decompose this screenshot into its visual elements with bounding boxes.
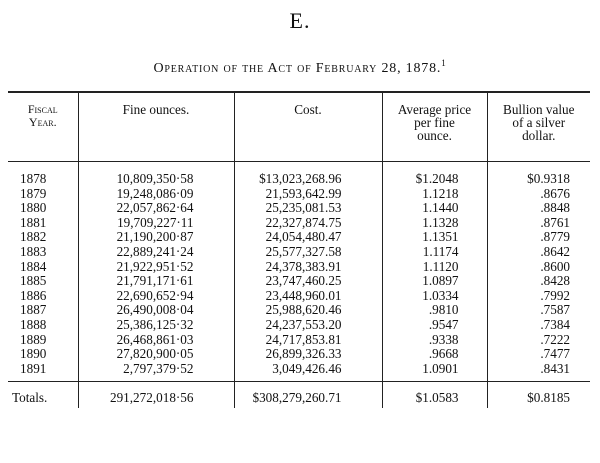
- cost-cell: 25,577,327.58: [234, 245, 382, 260]
- fiscal-year-cell: 1889: [20, 331, 47, 347]
- bullion-value-cell: .8431: [487, 362, 590, 382]
- fine-ounces-cell: 26,490,008·04: [78, 303, 234, 318]
- fine-ounces-cell: 19,248,086·09: [78, 187, 234, 202]
- table-body: [8, 162, 590, 382]
- average-price-cell: .9668: [382, 347, 487, 362]
- bullion-value-cell: .8761: [487, 216, 590, 231]
- fine-ounces-cell: 21,190,200·87: [78, 230, 234, 245]
- average-price-cell: 1.1440: [382, 201, 487, 216]
- fine-ounces-cell: 22,690,652·94: [78, 289, 234, 304]
- header-line: per fine: [414, 115, 455, 130]
- totals-bullion-value-cell: $0.8185: [487, 382, 590, 409]
- footnote-mark: 1: [441, 58, 447, 68]
- table-row: [8, 333, 590, 348]
- fiscal-year-cell: 1890: [20, 346, 47, 362]
- average-price-cell: .9338: [382, 333, 487, 348]
- column-header-average-price: [382, 92, 487, 162]
- average-price-cell: .9547: [382, 318, 487, 333]
- table-row: [8, 347, 590, 362]
- header-line: Average price: [397, 102, 472, 117]
- table-row: [8, 303, 590, 318]
- cost-cell: $13,023,268.96: [234, 162, 382, 187]
- cost-cell: 3,049,426.46: [234, 362, 382, 382]
- fiscal-year-cell: 1887: [20, 302, 47, 318]
- bullion-value-cell: .8848: [487, 201, 590, 216]
- totals-average-price-cell: $1.0583: [382, 382, 487, 409]
- table-caption: [0, 58, 600, 77]
- fine-ounces-cell: 21,791,171·61: [78, 274, 234, 289]
- bullion-value-cell: .8600: [487, 260, 590, 275]
- table-row: [8, 245, 590, 260]
- cost-cell: 24,717,853.81: [234, 333, 382, 348]
- table-row: [8, 230, 590, 245]
- table-row: [8, 318, 590, 333]
- caption-text: Operation of the Act of February 28, 1878.: [153, 61, 442, 76]
- table-row: [8, 362, 590, 382]
- fine-ounces-cell: 19,709,227·11: [78, 216, 234, 231]
- bullion-value-cell: .8676: [487, 187, 590, 202]
- fine-ounces-cell: 22,889,241·24: [78, 245, 234, 260]
- cost-cell: 23,747,460.25: [234, 274, 382, 289]
- bullion-value-cell: .7992: [487, 289, 590, 304]
- cost-cell: 21,593,642.99: [234, 187, 382, 202]
- header-line: of a silver: [512, 115, 566, 130]
- average-price-cell: 1.1120: [382, 260, 487, 275]
- cost-cell: 25,988,620.46: [234, 303, 382, 318]
- cost-cell: 24,054,480.47: [234, 230, 382, 245]
- bullion-value-cell: .8428: [487, 274, 590, 289]
- table-row: [8, 289, 590, 304]
- fine-ounces-cell: 21,922,951·52: [78, 260, 234, 275]
- average-price-cell: .9810: [382, 303, 487, 318]
- average-price-cell: 1.1174: [382, 245, 487, 260]
- cost-cell: 26,899,326.33: [234, 347, 382, 362]
- bullion-value-cell: .7587: [487, 303, 590, 318]
- fine-ounces-cell: 27,820,900·05: [78, 347, 234, 362]
- bullion-value-cell: .7477: [487, 347, 590, 362]
- average-price-cell: $1.2048: [382, 162, 487, 187]
- appendix-letter: E.: [289, 8, 311, 33]
- fiscal-year-cell: 1888: [20, 316, 47, 332]
- header-row: [8, 92, 590, 162]
- bullion-value-cell: .8779: [487, 230, 590, 245]
- average-price-cell: 1.0334: [382, 289, 487, 304]
- column-header-bullion-value: [487, 92, 590, 162]
- average-price-cell: 1.0901: [382, 362, 487, 382]
- fiscal-year-cell: 1891: [20, 360, 47, 376]
- fiscal-year-cell: 1878: [20, 171, 47, 186]
- fine-ounces-cell: 25,386,125·32: [78, 318, 234, 333]
- bullion-value-cell: $0.9318: [487, 162, 590, 187]
- cost-cell: 23,448,960.01: [234, 289, 382, 304]
- header-line: Fiscal: [27, 102, 58, 116]
- column-header-cost: [234, 92, 382, 162]
- header-line: Cost.: [294, 102, 322, 117]
- average-price-cell: 1.0897: [382, 274, 487, 289]
- table-header: [8, 92, 590, 162]
- bullion-value-cell: .7384: [487, 318, 590, 333]
- fiscal-year-cell: 1884: [20, 258, 47, 274]
- table-row: [8, 187, 590, 202]
- cost-cell: 24,378,383.91: [234, 260, 382, 275]
- fine-ounces-cell: 2,797,379·52: [78, 362, 234, 382]
- totals-row: [8, 382, 590, 409]
- fine-ounces-cell: 26,468,861·03: [78, 333, 234, 348]
- totals-cost-cell: $308,279,260.71: [234, 382, 382, 409]
- average-price-cell: 1.1351: [382, 230, 487, 245]
- cost-cell: 25,235,081.53: [234, 201, 382, 216]
- table-row: [8, 216, 590, 231]
- table-footer: [8, 382, 590, 409]
- fiscal-year-cell: 1886: [20, 287, 47, 303]
- totals-fiscal-year-cell: Totals.: [8, 382, 78, 409]
- fiscal-year-cell: 1879: [20, 185, 47, 201]
- bullion-value-cell: .8642: [487, 245, 590, 260]
- fiscal-year-cell: 1882: [20, 229, 47, 245]
- silver-purchase-table: [8, 91, 590, 408]
- header-line: ounce.: [417, 128, 452, 143]
- fiscal-year-cell: 1883: [20, 243, 47, 259]
- header-line: Year.: [28, 115, 57, 129]
- fiscal-year-cell: 1881: [20, 214, 47, 230]
- average-price-cell: 1.1328: [382, 216, 487, 231]
- fine-ounces-cell: 10,809,350·58: [78, 162, 234, 187]
- table-row: [8, 274, 590, 289]
- table-row: [8, 201, 590, 216]
- fiscal-year-cell: 1885: [20, 273, 47, 289]
- fine-ounces-cell: 22,057,862·64: [78, 201, 234, 216]
- fiscal-year-cell: 1880: [20, 200, 47, 216]
- column-header-fine-ounces: [78, 92, 234, 162]
- table-row: [8, 162, 590, 187]
- column-header-fiscal-year: [8, 92, 78, 162]
- header-line: dollar.: [522, 128, 556, 143]
- header-line: Bullion value: [503, 102, 575, 117]
- table-row: [8, 260, 590, 275]
- bullion-value-cell: .7222: [487, 333, 590, 348]
- average-price-cell: 1.1218: [382, 187, 487, 202]
- cost-cell: 24,237,553.20: [234, 318, 382, 333]
- cost-cell: 22,327,874.75: [234, 216, 382, 231]
- header-line: Fine ounces.: [122, 102, 190, 117]
- totals-fine-ounces-cell: 291,272,018·56: [78, 382, 234, 409]
